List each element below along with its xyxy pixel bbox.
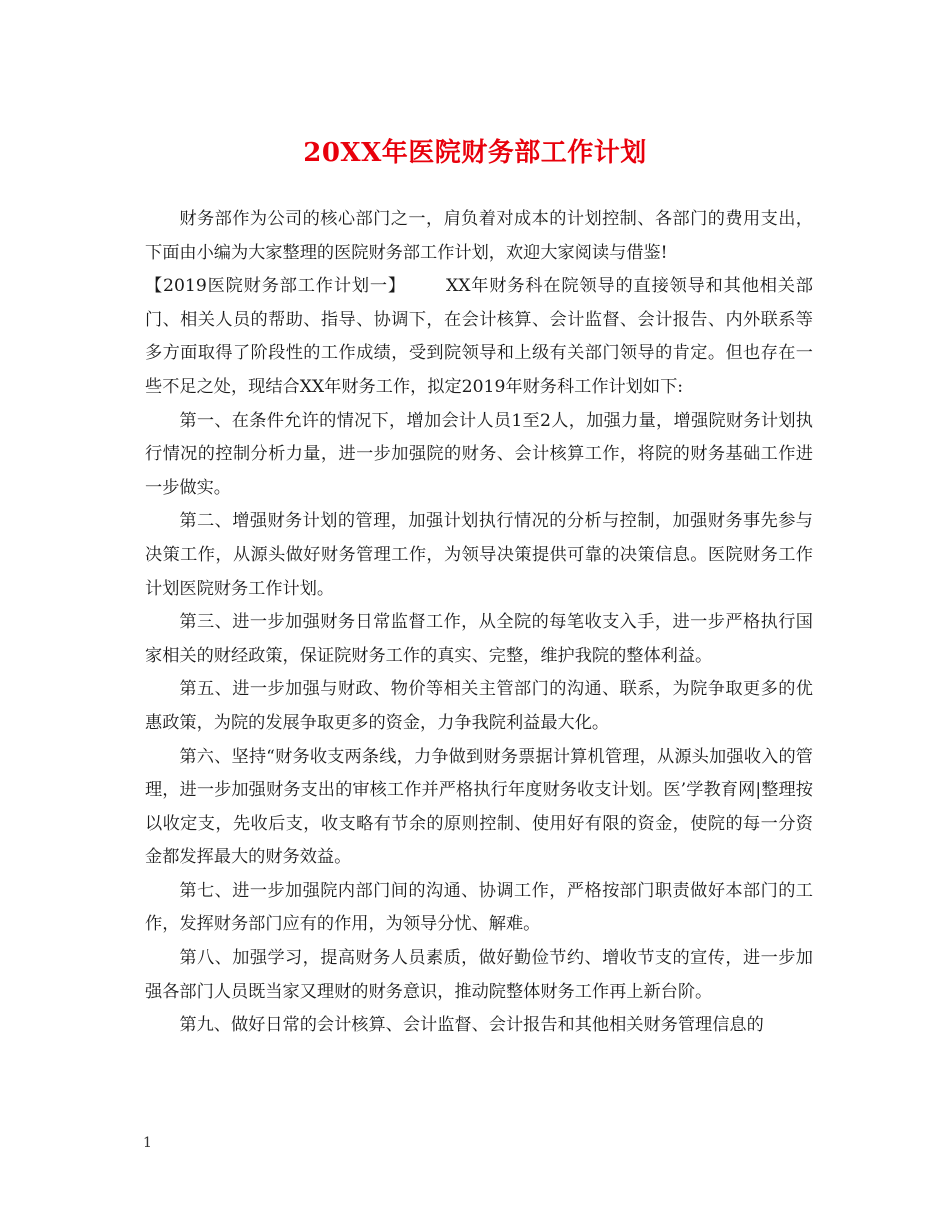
intro-paragraph bbox=[145, 203, 813, 270]
plan-section-paragraph bbox=[145, 270, 813, 404]
page-number: 1 bbox=[143, 1135, 152, 1151]
item-paragraph: 第一、在条件允许的情况下，增加会计人员1至2人，加强力量，增强院财务计划执行情况的控制分析力量，进一步加强院的财务、会计核算工作，将院的财务基础工作进一步做实。 bbox=[145, 410, 813, 498]
intro-text: 财务部作为公司的核心部门之一，肩负着对成本的计划控制、各部门的费用支出，下面由小编为大家整理的医院财务部工作计划，欢迎大家阅读与借鉴! bbox=[145, 209, 813, 263]
item-paragraph: 第八、加强学习，提高财务人员素质，做好勤俭节约、增收节支的宣传，进一步加强各部门人员既当家又理财的财务意识，推动院整体财务工作再上新台阶。 bbox=[145, 948, 813, 1002]
item-paragraph: 第三、进一步加强财务日常监督工作，从全院的每笔收支入手，进一步严格执行国家相关的财经政策，保证院财务工作的真实、完整，维护我院的整体利益。 bbox=[145, 612, 813, 666]
section-heading: 【2019医院财务部工作计划一】 bbox=[145, 276, 406, 297]
item-paragraph: 第六、坚持“财务收支两条线，力争做到财务票据计算机管理，从源头加强收入的管理，进一步加强财务支出的审核工作并严格执行年度财务收支计划。医’学教育网|整理按以收定支，先收后支，收支略有节余的原则控制、使用好有限的资金，使院的每一分资金都发挥最大的财务效益。 bbox=[145, 746, 813, 868]
item-paragraph: 第九、做好日常的会计核算、会计监督、会计报告和其他相关财务管理信息的 bbox=[179, 1015, 764, 1036]
document-title: 20XX年医院财务部工作计划 bbox=[303, 138, 647, 168]
item-paragraph: 第二、增强财务计划的管理，加强计划执行情况的分析与控制，加强财务事先参与决策工作，从源头做好财务管理工作，为领导决策提供可靠的决策信息。医院财务工作计划医院财务工作计划。 bbox=[145, 511, 813, 599]
document-body bbox=[145, 203, 813, 1043]
item-paragraph: 第七、进一步加强院内部门间的沟通、协调工作，严格按部门职责做好本部门的工作，发挥财务部门应有的作用，为领导分忧、解难。 bbox=[145, 880, 813, 935]
item-paragraph: 第五、进一步加强与财政、物价等相关主管部门的沟通、联系，为院争取更多的优惠政策，为院的发展争取更多的资金，力争我院利益最大化。 bbox=[145, 679, 813, 733]
paragraph-1: XX年财务科在院领导的直接领导和其他相关部门、相关人员的帮助、指导、协调下，在会计核算、会计监督、会计报告、内外联系等多方面取得了阶段性的工作成绩，受到院领导和上级有关部门领导的肯定。但也存在一些不足之处，现结合XX年财务工作，拟定2019年财务科工作计划如下: bbox=[145, 276, 813, 397]
